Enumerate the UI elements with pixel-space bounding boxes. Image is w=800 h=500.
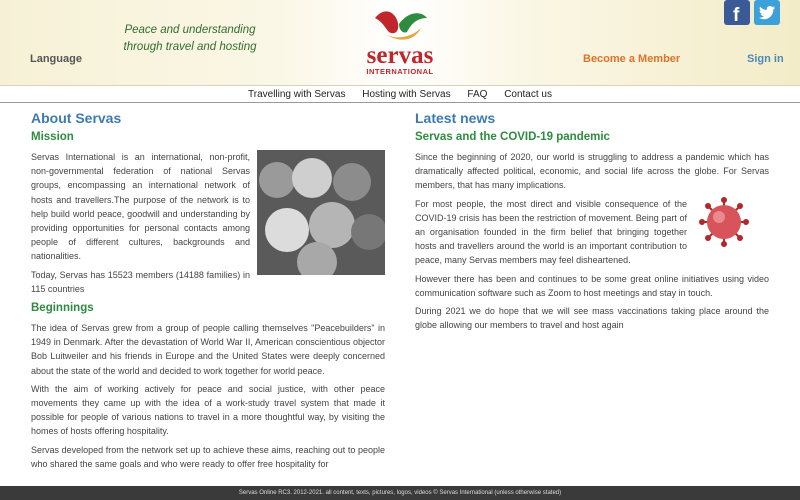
svg-text:f: f (733, 5, 740, 25)
tagline-line-2: through travel and hosting (123, 41, 257, 53)
main-nav (0, 87, 800, 103)
nav-hosting[interactable]: Hosting with Servas (362, 89, 451, 100)
news-paragraph-4: During 2021 we do hope that we will see mass vaccinations taking place around the globe allowing our members to travel and host again (415, 306, 769, 331)
members-count-text: Today, Servas has 15523 members (14188 families) in 115 countries (31, 269, 250, 294)
news-paragraph-3: However there has been and continues to be some great online initiatives using video communication software such as Zoom to host meetings and stay in touch. (415, 273, 769, 298)
tagline (110, 22, 270, 56)
tagline-line-1: Peace and understanding (124, 24, 256, 36)
beginnings-paragraph-1: The idea of Servas grew from a group of people calling themselves "Peacebuilders" in 1949 in Denmark. After the devastation of World War II, American conscientious objector Bob Luitweiler and his friends in Europe and the United States were deeply concerned about the state of the world and decided to work together for world peace. (31, 323, 385, 376)
beginnings-paragraph-2: With the aim of working actively for peace and social justice, with other peace movements they came up with the idea of a work-study travel system that made it possible for people of various nations to travel in a more thoughtful way, by visiting the homes of hosts offering hospitality. (31, 383, 385, 437)
nav-contact[interactable]: Contact us (504, 89, 552, 100)
news-paragraph-2: For most people, the most direct and visible consequence of the COVID-19 crisis has been the restriction of movement. Being part of an organisation founded in the firm belief that bringing together hosts and travellers around the world is an important contribution to peace, many Servas members may feel disheartened. (415, 198, 687, 266)
beginnings-paragraph-3: Servas developed from the network set up to achieve these aims, reaching out to people who shared the same goals and who were ready to offer free hospitality for (31, 444, 385, 469)
logo-wordmark: servas (366, 42, 434, 69)
news-headline[interactable]: Servas and the COVID-19 pandemic (415, 131, 610, 143)
beginnings-heading: Beginnings (31, 302, 94, 315)
nav-faq[interactable]: FAQ (467, 89, 488, 100)
news-title: Latest news (415, 110, 496, 126)
logo-red-hand (375, 11, 398, 33)
logo-green-hand (399, 13, 427, 32)
about-section (31, 110, 385, 475)
coronavirus-icon (699, 197, 749, 247)
site-header (0, 0, 800, 86)
site-footer: Servas Online RC3. 2012-2021. all content, texts, pictures, logos, videos © Servas International (unless otherwise stated) (0, 486, 800, 500)
become-member-link[interactable]: Become a Member (583, 53, 681, 65)
sign-in-link[interactable]: Sign in (747, 53, 784, 65)
about-title: About Servas (31, 110, 122, 126)
news-paragraph-1: Since the beginning of 2020, our world is struggling to address a pandemic which has dramatically affected political, economic, and social life across the globe. For Servas members, that has many implications. (415, 152, 769, 191)
facebook-icon[interactable] (724, 0, 750, 25)
logo-subtext: INTERNATIONAL (366, 67, 434, 76)
group-photo (257, 150, 385, 275)
twitter-icon[interactable] (754, 0, 780, 25)
nav-travelling[interactable]: Travelling with Servas (248, 89, 346, 100)
mission-text: Servas International is an international, non-profit, non-governmental federation of national Servas groups, encompassing an international network of hosts and travellers.The purpose of the network is to help build world peace, goodwill and understanding by providing opportunities for personal contacts among people of different cultures, backgrounds and nationalities. (31, 152, 250, 262)
servas-logo[interactable] (355, 6, 445, 78)
news-section (415, 110, 769, 336)
language-selector[interactable]: Language (30, 53, 82, 65)
mission-heading: Mission (31, 131, 74, 143)
